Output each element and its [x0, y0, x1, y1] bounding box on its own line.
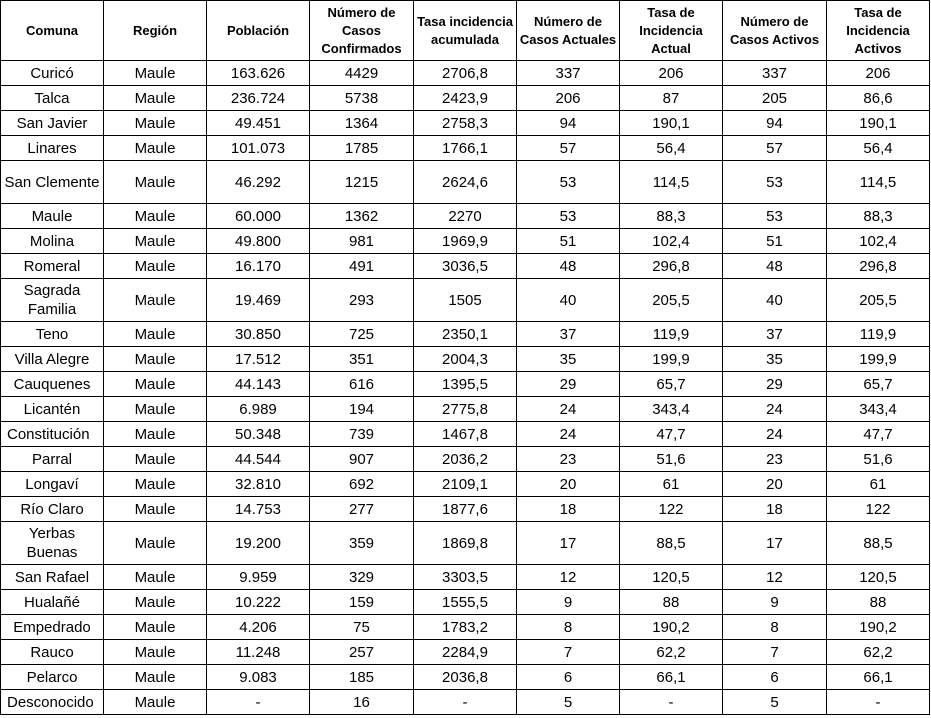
table-row [1, 447, 930, 472]
cell-tasa-incidencia-activos: 120,5 [827, 565, 930, 590]
cell-tasa-incidencia-actual: 88,3 [620, 204, 723, 229]
table-row [1, 690, 930, 715]
cell-tasa-incidencia-acumulada: 2284,9 [414, 640, 517, 665]
cell-region: Maule [104, 422, 207, 447]
cell-poblacion: - [207, 690, 310, 715]
cell-casos-confirmados: 907 [310, 447, 414, 472]
cell-tasa-incidencia-acumulada: 2775,8 [414, 397, 517, 422]
cell-poblacion: 4.206 [207, 615, 310, 640]
cell-casos-confirmados: 16 [310, 690, 414, 715]
cell-region: Maule [104, 86, 207, 111]
cell-casos-confirmados: 739 [310, 422, 414, 447]
cell-tasa-incidencia-actual: 51,6 [620, 447, 723, 472]
cell-tasa-incidencia-activos: 190,2 [827, 615, 930, 640]
cell-poblacion: 236.724 [207, 86, 310, 111]
cell-comuna: Teno [1, 322, 104, 347]
cell-casos-confirmados: 5738 [310, 86, 414, 111]
cell-poblacion: 19.200 [207, 522, 310, 565]
cell-tasa-incidencia-activos: 86,6 [827, 86, 930, 111]
cell-tasa-incidencia-actual: 343,4 [620, 397, 723, 422]
cell-poblacion: 17.512 [207, 347, 310, 372]
cell-poblacion: 49.800 [207, 229, 310, 254]
cell-casos-activos: 18 [723, 497, 827, 522]
cell-region: Maule [104, 565, 207, 590]
cell-tasa-incidencia-activos: 51,6 [827, 447, 930, 472]
cell-tasa-incidencia-actual: 206 [620, 61, 723, 86]
cell-casos-actuales: 53 [517, 161, 620, 204]
cell-tasa-incidencia-actual: 199,9 [620, 347, 723, 372]
cell-poblacion: 49.451 [207, 111, 310, 136]
cell-comuna: Talca [1, 86, 104, 111]
cell-casos-confirmados: 75 [310, 615, 414, 640]
cell-region: Maule [104, 136, 207, 161]
cell-casos-confirmados: 351 [310, 347, 414, 372]
cell-tasa-incidencia-activos: 205,5 [827, 279, 930, 322]
cell-casos-activos: 205 [723, 86, 827, 111]
table-row [1, 372, 930, 397]
cell-tasa-incidencia-actual: 65,7 [620, 372, 723, 397]
cell-casos-actuales: 206 [517, 86, 620, 111]
cell-casos-actuales: 20 [517, 472, 620, 497]
cell-poblacion: 30.850 [207, 322, 310, 347]
cell-casos-actuales: 12 [517, 565, 620, 590]
cell-tasa-incidencia-activos: 206 [827, 61, 930, 86]
cell-tasa-incidencia-activos: 88,5 [827, 522, 930, 565]
cell-casos-actuales: 51 [517, 229, 620, 254]
cell-comuna: San Rafael [1, 565, 104, 590]
cell-casos-activos: 48 [723, 254, 827, 279]
cell-casos-confirmados: 293 [310, 279, 414, 322]
cell-tasa-incidencia-acumulada: 2624,6 [414, 161, 517, 204]
cell-casos-activos: 23 [723, 447, 827, 472]
cell-comuna: Cauquenes [1, 372, 104, 397]
cell-tasa-incidencia-acumulada: 2036,8 [414, 665, 517, 690]
cell-region: Maule [104, 111, 207, 136]
cell-casos-activos: 57 [723, 136, 827, 161]
cell-tasa-incidencia-activos: 47,7 [827, 422, 930, 447]
cell-poblacion: 14.753 [207, 497, 310, 522]
cell-casos-activos: 53 [723, 204, 827, 229]
cell-region: Maule [104, 61, 207, 86]
cell-tasa-incidencia-actual: 190,1 [620, 111, 723, 136]
cell-comuna: San Javier [1, 111, 104, 136]
column-header-comuna: Comuna [1, 1, 104, 61]
cell-tasa-incidencia-acumulada: 1395,5 [414, 372, 517, 397]
cell-poblacion: 44.143 [207, 372, 310, 397]
cell-tasa-incidencia-acumulada: 2350,1 [414, 322, 517, 347]
cell-tasa-incidencia-acumulada: 2036,2 [414, 447, 517, 472]
cell-region: Maule [104, 254, 207, 279]
table-row [1, 497, 930, 522]
cell-comuna: Sagrada Familia [1, 279, 104, 322]
cell-casos-actuales: 35 [517, 347, 620, 372]
cell-poblacion: 16.170 [207, 254, 310, 279]
cell-casos-confirmados: 4429 [310, 61, 414, 86]
table-row [1, 204, 930, 229]
cell-casos-confirmados: 194 [310, 397, 414, 422]
cell-casos-actuales: 37 [517, 322, 620, 347]
column-header-tasa-incidencia-actual: Tasa de Incidencia Actual [620, 1, 723, 61]
cell-tasa-incidencia-activos: 199,9 [827, 347, 930, 372]
cell-casos-confirmados: 1785 [310, 136, 414, 161]
cell-comuna: Hualañé [1, 590, 104, 615]
table-row [1, 136, 930, 161]
cell-tasa-incidencia-activos: 88,3 [827, 204, 930, 229]
cell-casos-actuales: 23 [517, 447, 620, 472]
cell-comuna: Licantén [1, 397, 104, 422]
cell-casos-confirmados: 359 [310, 522, 414, 565]
cell-casos-activos: 20 [723, 472, 827, 497]
cell-poblacion: 44.544 [207, 447, 310, 472]
table-row [1, 590, 930, 615]
column-header-casos-activos: Número de Casos Activos [723, 1, 827, 61]
table-row [1, 347, 930, 372]
cell-casos-actuales: 29 [517, 372, 620, 397]
cell-casos-confirmados: 257 [310, 640, 414, 665]
cell-comuna: Yerbas Buenas [1, 522, 104, 565]
table-row [1, 422, 930, 447]
cell-casos-confirmados: 1215 [310, 161, 414, 204]
cell-region: Maule [104, 397, 207, 422]
cell-tasa-incidencia-activos: 122 [827, 497, 930, 522]
column-header-casos-confirmados: Número de Casos Confirmados [310, 1, 414, 61]
cell-casos-activos: 337 [723, 61, 827, 86]
cell-casos-confirmados: 616 [310, 372, 414, 397]
cell-poblacion: 60.000 [207, 204, 310, 229]
table-body [1, 61, 930, 715]
cell-tasa-incidencia-actual: 296,8 [620, 254, 723, 279]
cell-tasa-incidencia-activos: 190,1 [827, 111, 930, 136]
cell-tasa-incidencia-acumulada: 2109,1 [414, 472, 517, 497]
table-row [1, 565, 930, 590]
cell-poblacion: 10.222 [207, 590, 310, 615]
cell-region: Maule [104, 229, 207, 254]
cell-tasa-incidencia-acumulada: 1505 [414, 279, 517, 322]
cell-casos-activos: 53 [723, 161, 827, 204]
cell-tasa-incidencia-activos: 343,4 [827, 397, 930, 422]
cell-comuna: Molina [1, 229, 104, 254]
cell-casos-actuales: 53 [517, 204, 620, 229]
cell-region: Maule [104, 522, 207, 565]
cell-region: Maule [104, 615, 207, 640]
cell-region: Maule [104, 472, 207, 497]
cell-tasa-incidencia-activos: 88 [827, 590, 930, 615]
cell-comuna: Pelarco [1, 665, 104, 690]
cell-poblacion: 32.810 [207, 472, 310, 497]
cell-comuna: Constitución [1, 422, 104, 447]
cell-comuna: Curicó [1, 61, 104, 86]
cell-region: Maule [104, 690, 207, 715]
table-row [1, 397, 930, 422]
cell-casos-actuales: 24 [517, 397, 620, 422]
table-row [1, 254, 930, 279]
cell-comuna: Linares [1, 136, 104, 161]
table-row [1, 615, 930, 640]
table-row [1, 522, 930, 565]
cell-tasa-incidencia-activos: - [827, 690, 930, 715]
cell-tasa-incidencia-acumulada: - [414, 690, 517, 715]
cell-casos-actuales: 9 [517, 590, 620, 615]
table-row [1, 161, 930, 204]
cell-casos-confirmados: 277 [310, 497, 414, 522]
table-row [1, 279, 930, 322]
cell-tasa-incidencia-activos: 62,2 [827, 640, 930, 665]
cell-tasa-incidencia-acumulada: 3303,5 [414, 565, 517, 590]
cell-comuna: Parral [1, 447, 104, 472]
cell-tasa-incidencia-activos: 102,4 [827, 229, 930, 254]
cell-comuna: Longaví [1, 472, 104, 497]
cell-casos-activos: 12 [723, 565, 827, 590]
cell-casos-confirmados: 725 [310, 322, 414, 347]
cell-casos-activos: 5 [723, 690, 827, 715]
cell-tasa-incidencia-actual: 47,7 [620, 422, 723, 447]
column-header-region: Región [104, 1, 207, 61]
table-row [1, 229, 930, 254]
cell-tasa-incidencia-activos: 114,5 [827, 161, 930, 204]
cell-poblacion: 19.469 [207, 279, 310, 322]
cell-casos-actuales: 17 [517, 522, 620, 565]
cell-tasa-incidencia-acumulada: 1555,5 [414, 590, 517, 615]
cell-comuna: Rauco [1, 640, 104, 665]
cell-tasa-incidencia-acumulada: 1783,2 [414, 615, 517, 640]
cell-casos-actuales: 48 [517, 254, 620, 279]
cell-casos-actuales: 40 [517, 279, 620, 322]
cell-region: Maule [104, 497, 207, 522]
cell-tasa-incidencia-actual: 205,5 [620, 279, 723, 322]
cell-poblacion: 9.083 [207, 665, 310, 690]
column-header-tasa-incidencia-acumulada: Tasa incidencia acumulada [414, 1, 517, 61]
cell-comuna: Desconocido [1, 690, 104, 715]
cell-comuna: Romeral [1, 254, 104, 279]
cell-tasa-incidencia-actual: 114,5 [620, 161, 723, 204]
cell-region: Maule [104, 204, 207, 229]
header-row [1, 1, 930, 61]
table-header [1, 1, 930, 61]
cell-comuna: Villa Alegre [1, 347, 104, 372]
table-row [1, 665, 930, 690]
table-row [1, 61, 930, 86]
cell-casos-activos: 51 [723, 229, 827, 254]
cell-casos-confirmados: 329 [310, 565, 414, 590]
cell-casos-confirmados: 491 [310, 254, 414, 279]
column-header-casos-actuales: Número de Casos Actuales [517, 1, 620, 61]
cell-casos-confirmados: 159 [310, 590, 414, 615]
cell-casos-actuales: 8 [517, 615, 620, 640]
cell-tasa-incidencia-acumulada: 2423,9 [414, 86, 517, 111]
cell-poblacion: 11.248 [207, 640, 310, 665]
cell-comuna: Empedrado [1, 615, 104, 640]
cell-casos-confirmados: 185 [310, 665, 414, 690]
cell-tasa-incidencia-actual: 87 [620, 86, 723, 111]
cell-region: Maule [104, 372, 207, 397]
cell-casos-confirmados: 1364 [310, 111, 414, 136]
cell-tasa-incidencia-actual: 120,5 [620, 565, 723, 590]
cell-tasa-incidencia-activos: 296,8 [827, 254, 930, 279]
cell-region: Maule [104, 322, 207, 347]
cell-region: Maule [104, 161, 207, 204]
cell-tasa-incidencia-actual: 88 [620, 590, 723, 615]
cell-casos-actuales: 337 [517, 61, 620, 86]
cell-casos-activos: 7 [723, 640, 827, 665]
cell-poblacion: 9.959 [207, 565, 310, 590]
cell-tasa-incidencia-acumulada: 1467,8 [414, 422, 517, 447]
cell-casos-confirmados: 1362 [310, 204, 414, 229]
cell-tasa-incidencia-acumulada: 1877,6 [414, 497, 517, 522]
cell-poblacion: 6.989 [207, 397, 310, 422]
cell-tasa-incidencia-acumulada: 1969,9 [414, 229, 517, 254]
cell-casos-activos: 6 [723, 665, 827, 690]
cell-region: Maule [104, 347, 207, 372]
cell-tasa-incidencia-actual: 122 [620, 497, 723, 522]
cell-casos-activos: 9 [723, 590, 827, 615]
cell-tasa-incidencia-actual: 61 [620, 472, 723, 497]
cell-casos-activos: 8 [723, 615, 827, 640]
cell-tasa-incidencia-activos: 65,7 [827, 372, 930, 397]
cell-tasa-incidencia-acumulada: 2004,3 [414, 347, 517, 372]
cell-tasa-incidencia-actual: 66,1 [620, 665, 723, 690]
cell-tasa-incidencia-actual: 88,5 [620, 522, 723, 565]
column-header-tasa-incidencia-activos: Tasa de Incidencia Activos [827, 1, 930, 61]
cell-tasa-incidencia-acumulada: 2706,8 [414, 61, 517, 86]
cell-casos-activos: 24 [723, 397, 827, 422]
cell-tasa-incidencia-actual: 62,2 [620, 640, 723, 665]
cell-casos-confirmados: 981 [310, 229, 414, 254]
cell-comuna: Río Claro [1, 497, 104, 522]
table-row [1, 640, 930, 665]
cell-tasa-incidencia-acumulada: 2270 [414, 204, 517, 229]
cell-tasa-incidencia-acumulada: 1869,8 [414, 522, 517, 565]
cell-casos-actuales: 57 [517, 136, 620, 161]
cell-comuna: San Clemente [1, 161, 104, 204]
cell-tasa-incidencia-activos: 66,1 [827, 665, 930, 690]
cell-tasa-incidencia-actual: 56,4 [620, 136, 723, 161]
cell-casos-activos: 35 [723, 347, 827, 372]
cell-tasa-incidencia-acumulada: 2758,3 [414, 111, 517, 136]
cell-tasa-incidencia-actual: - [620, 690, 723, 715]
table-row [1, 472, 930, 497]
cell-casos-activos: 29 [723, 372, 827, 397]
cell-casos-actuales: 94 [517, 111, 620, 136]
cell-casos-confirmados: 692 [310, 472, 414, 497]
column-header-poblacion: Población [207, 1, 310, 61]
cell-casos-actuales: 24 [517, 422, 620, 447]
cell-casos-actuales: 7 [517, 640, 620, 665]
cell-region: Maule [104, 665, 207, 690]
table-row [1, 322, 930, 347]
cell-region: Maule [104, 279, 207, 322]
cell-tasa-incidencia-acumulada: 3036,5 [414, 254, 517, 279]
cell-casos-actuales: 6 [517, 665, 620, 690]
cell-casos-activos: 37 [723, 322, 827, 347]
cell-region: Maule [104, 447, 207, 472]
cell-casos-actuales: 5 [517, 690, 620, 715]
cell-tasa-incidencia-acumulada: 1766,1 [414, 136, 517, 161]
cell-casos-actuales: 18 [517, 497, 620, 522]
cell-casos-activos: 24 [723, 422, 827, 447]
cell-comuna: Maule [1, 204, 104, 229]
cell-tasa-incidencia-activos: 61 [827, 472, 930, 497]
cell-tasa-incidencia-actual: 190,2 [620, 615, 723, 640]
cell-region: Maule [104, 590, 207, 615]
cell-region: Maule [104, 640, 207, 665]
cell-tasa-incidencia-actual: 119,9 [620, 322, 723, 347]
cell-tasa-incidencia-activos: 56,4 [827, 136, 930, 161]
cell-tasa-incidencia-activos: 119,9 [827, 322, 930, 347]
cell-casos-activos: 94 [723, 111, 827, 136]
cell-tasa-incidencia-actual: 102,4 [620, 229, 723, 254]
cell-poblacion: 46.292 [207, 161, 310, 204]
cell-poblacion: 163.626 [207, 61, 310, 86]
cell-casos-activos: 17 [723, 522, 827, 565]
cell-poblacion: 101.073 [207, 136, 310, 161]
table-row [1, 86, 930, 111]
table-row [1, 111, 930, 136]
cell-poblacion: 50.348 [207, 422, 310, 447]
cell-casos-activos: 40 [723, 279, 827, 322]
